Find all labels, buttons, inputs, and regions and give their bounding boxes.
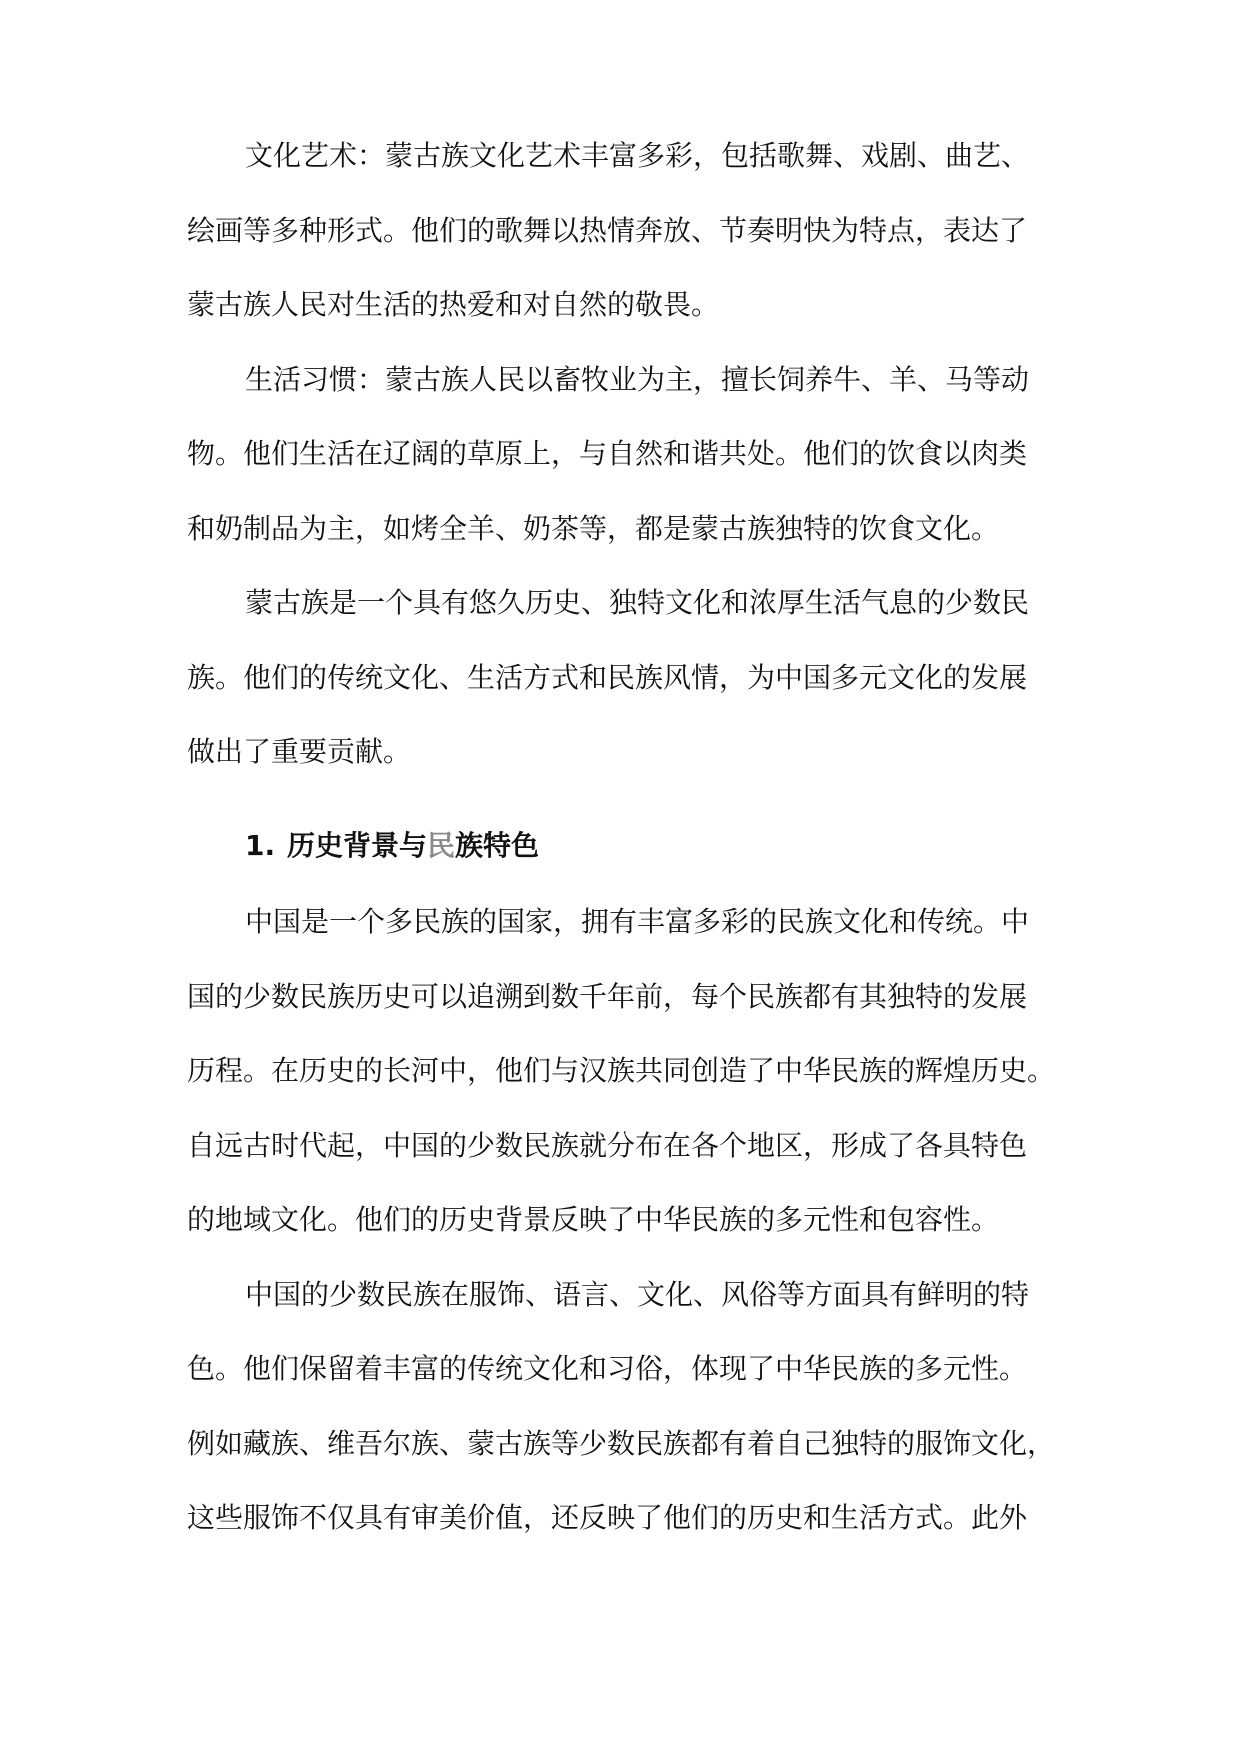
paragraph-culture-line-3: 蒙古族人民对生活的热爱和对自然的敬畏。 — [187, 288, 720, 321]
paragraph-summary-line-1: 蒙古族是一个具有悠久历史、独特文化和浓厚生活气息的少数民 — [245, 586, 1030, 619]
paragraph-culture-line-2: 绘画等多种形式。他们的歌舞以热情奔放、节奏明快为特点，表达了 — [187, 214, 1028, 247]
section-heading-text-2: 民 — [427, 829, 456, 862]
paragraph-history-line-2: 国的少数民族历史可以追溯到数千年前，每个民族都有其独特的发展 — [187, 980, 1028, 1013]
paragraph-summary-line-2: 族。他们的传统文化、生活方式和民族风情，为中国多元文化的发展 — [187, 661, 1028, 694]
paragraph-history-line-4: 自远古时代起，中国的少数民族就分布在各个地区，形成了各具特色 — [187, 1129, 1028, 1162]
paragraph-culture-line-1: 文化艺术：蒙古族文化艺术丰富多彩，包括歌舞、戏剧、曲艺、 — [245, 139, 1030, 172]
paragraph-features-line-1: 中国的少数民族在服饰、语言、文化、风俗等方面具有鲜明的特 — [245, 1278, 1030, 1311]
paragraph-habits-line-3: 和奶制品为主，如烤全羊、奶茶等，都是蒙古族独特的饮食文化。 — [187, 512, 1000, 545]
section-heading-text-1: 历史背景与 — [287, 829, 428, 862]
paragraph-features-line-2: 色。他们保留着丰富的传统文化和习俗，体现了中华民族的多元性。 — [187, 1352, 1028, 1385]
paragraph-habits-line-2: 物。他们生活在辽阔的草原上，与自然和谐共处。他们的饮食以肉类 — [187, 437, 1028, 470]
section-heading — [245, 826, 539, 866]
paragraph-history-line-5: 的地域文化。他们的历史背景反映了中华民族的多元性和包容性。 — [187, 1203, 1000, 1236]
paragraph-history-line-1: 中国是一个多民族的国家，拥有丰富多彩的民族文化和传统。中 — [245, 905, 1030, 938]
paragraph-features-line-3: 例如藏族、维吾尔族、蒙古族等少数民族都有着自己独特的服饰文化， — [187, 1427, 1056, 1460]
section-heading-text-3: 族特色 — [455, 829, 540, 862]
paragraph-history-line-3: 历程。在历史的长河中，他们与汉族共同创造了中华民族的辉煌历史。 — [187, 1054, 1056, 1087]
paragraph-features-line-4: 这些服饰不仅具有审美价值，还反映了他们的历史和生活方式。此外 — [187, 1501, 1028, 1534]
paragraph-summary-line-3: 做出了重要贡献。 — [187, 735, 412, 768]
section-heading-number: 1. — [245, 829, 276, 862]
paragraph-habits-line-1: 生活习惯：蒙古族人民以畜牧业为主，擅长饲养牛、羊、马等动 — [245, 363, 1030, 396]
